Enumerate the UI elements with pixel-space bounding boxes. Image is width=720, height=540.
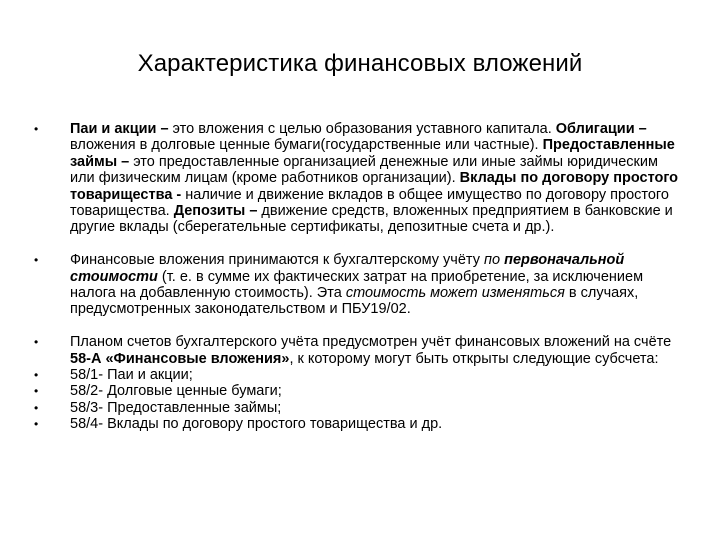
recognition-italic: по — [484, 252, 501, 269]
slide-title: Характеристика финансовых вложений — [137, 50, 583, 77]
bullet-icon: • — [34, 335, 39, 350]
term-shares: Паи и акции – — [70, 121, 169, 137]
bullet-icon: • — [34, 417, 39, 432]
list-item — [34, 400, 684, 416]
bullet-icon: • — [34, 368, 39, 383]
list-item — [34, 121, 684, 236]
subaccount-58-3: 58/3- Предоставленные займы; — [70, 399, 282, 416]
definition-loans: это предоставленные организацией денежные или иные займы юридическим или физическим лицам (кроме работников организации). — [70, 153, 658, 187]
term-partnership: Вклады по договору простого товарищества - — [70, 170, 679, 203]
definition-deposits: движение средств, вложенных предприятием в банковские и другие вклады (сберегательные сертификаты, депозитные счета и др.). — [70, 203, 673, 236]
cost-change-italic: стоимость может изменяться — [345, 285, 565, 302]
subaccount-58-1: 58/1- Паи и акции; — [70, 367, 193, 384]
bullet-icon: • — [34, 122, 39, 136]
list-item — [34, 252, 684, 318]
recognition-text: Финансовые вложения принимаются к бухгалтерскому учёту — [70, 252, 485, 269]
definition-partnership: наличие и движение вкладов в общее имущество по договору простого товарищества. — [70, 186, 669, 220]
chart-of-accounts-text: Планом счетов бухгалтерского учёта предусмотрен учёт финансовых вложений на счёте — [70, 334, 672, 351]
list-item — [34, 383, 684, 399]
bullet-icon: • — [34, 400, 39, 415]
term-loans: Предоставленные займы – — [70, 137, 675, 170]
account-58-title: 58-А «Финансовые вложения» — [70, 350, 290, 367]
list-item — [34, 416, 684, 432]
bullet-icon: • — [34, 253, 39, 268]
definition-shares: это вложения с целью образования уставного капитала. — [168, 121, 556, 137]
term-deposits: Депозиты – — [173, 203, 258, 220]
recognition-end: в случаях, предусмотренных законодательством и ПБУ19/02. — [70, 285, 639, 318]
recognition-details: (т. е. в сумме их фактических затрат на приобретение, за исключением налога на добавленную стоимость). Эта — [70, 268, 644, 302]
term-bonds: Облигации – — [555, 121, 647, 137]
subaccount-58-4: 58/4- Вклады по договору простого товарищества и др. — [70, 416, 443, 433]
bullet-icon: • — [34, 384, 39, 399]
bullet-list — [34, 121, 684, 433]
subaccount-58-2: 58/2- Долговые ценные бумаги; — [70, 383, 282, 400]
initial-cost-term: первоначальной стоимости — [70, 252, 625, 285]
subaccounts-intro: , к которому могут быть открыты следующие субсчета: — [289, 350, 659, 367]
definition-bonds: вложения в долговые ценные бумаги(государственные или частные). — [70, 137, 543, 154]
list-item — [34, 334, 684, 367]
list-item — [34, 367, 684, 383]
